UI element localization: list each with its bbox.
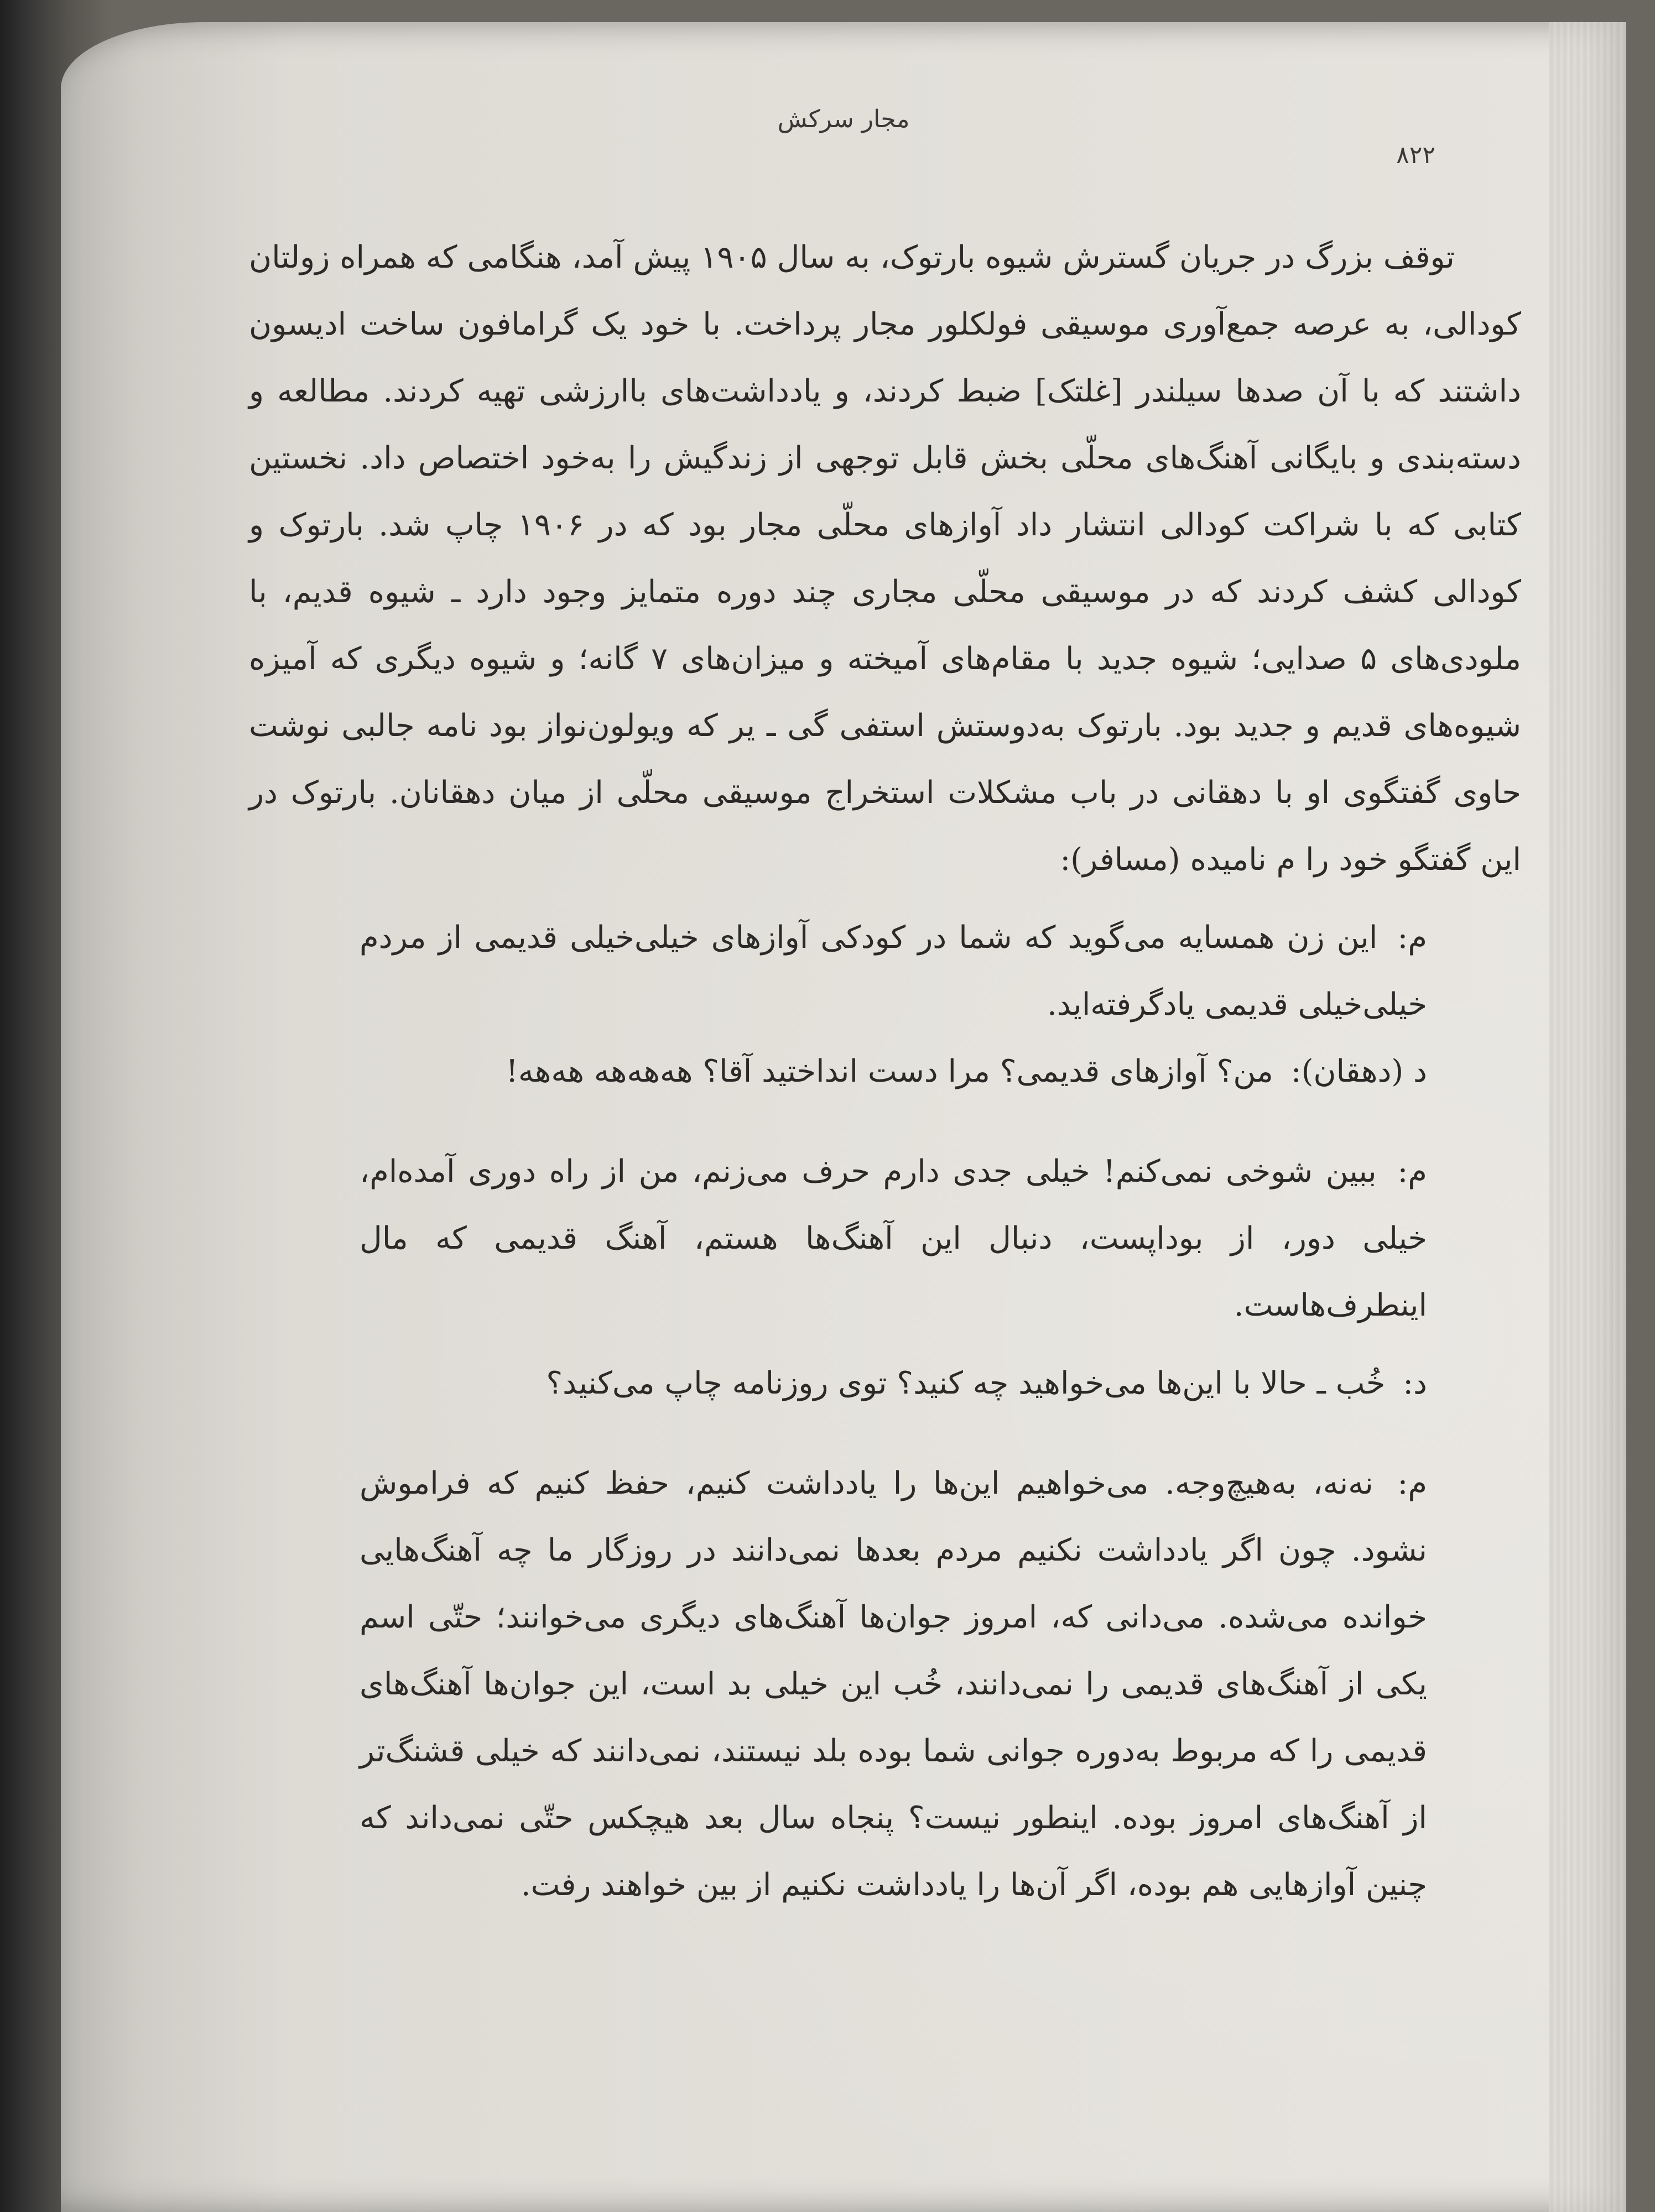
dialogue-text: من؟ آوازهای قدیمی؟ مرا دست انداختید آقا؟ هه‌هه‌هه هه‌هه!: [506, 1053, 1273, 1089]
page-number: ۸۲۲: [1396, 141, 1435, 169]
dialogue-line: [360, 1350, 1427, 1417]
dialogue-text: نه‌نه، به‌هیچ‌وجه. می‌خواهیم این‌ها را یادداشت کنیم، حفظ کنیم که فراموش نشود. چون اگر یادداشت نکنیم مردم بعدها نمی‌دانند در روزگار ما چه آهنگ‌هایی خوانده می‌شده. می‌دانی که، امروز جوان‌ها آهنگ‌های دیگری می‌خوانند؛ حتّی اسم یکی از آهنگ‌های قدیمی را نمی‌دانند، خُب این خیلی بد است، این جوان‌ها آهنگ‌های قدیمی را که مربوط به‌دوره جوانی شما بوده بلد نیستند، نمی‌دانند که خیلی قشنگ‌تر از آهنگ‌های امروز بوده. اینطور نیست؟ پنجاه سال بعد هیچکس حتّی نمی‌داند که چنین آوازهایی هم بوده، اگر آن‌ها را یادداشت نکنیم از بین خواهند رفت.: [360, 1465, 1427, 1903]
dialogue-speaker: د (دهقان):: [1290, 1053, 1427, 1089]
dialogue-speaker: د:: [1403, 1365, 1427, 1401]
page-body: [249, 224, 1521, 1918]
page-stack-edge: [1549, 22, 1626, 2212]
dialogue-text: خُب ـ حالا با این‌ها می‌خواهید چه کنید؟ توی روزنامه چاپ می‌کنید؟: [546, 1365, 1386, 1401]
running-title: مجار سرکش: [777, 105, 910, 133]
dialogue-speaker: م:: [1397, 1465, 1427, 1501]
dialogue-line: [360, 1138, 1427, 1339]
dialogue-text: ببین شوخی نمی‌کنم! خیلی جدی دارم حرف می‌زنم، من از راه دوری آمده‌ام، خیلی دور، از بوداپست، دنبال این آهنگ‌ها هستم، آهنگ قدیمی که مال اینطرف‌هاست.: [360, 1154, 1427, 1323]
intro-paragraph: توقف بزرگ در جریان گسترش شیوه بارتوک، به سال ۱۹۰۵ پیش آمد، هنگامی که همراه زولتان کودالی، به عرصه جمع‌آوری موسیقی فولکلور مجار پرداخت. با خود یک گرامافون ساخت ادیسون داشتند که با آن صدها سیلندر [غلتک] ضبط کردند، و یادداشت‌های باارزشی تهیه کردند. مطالعه و دسته‌بندی و بایگانی آهنگ‌های محلّی بخش قابل توجهی از زندگیش را به‌خود اختصاص داد. نخستین کتابی که با شراکت کودالی انتشار داد آوازهای محلّی مجار بود که در ۱۹۰۶ چاپ شد. بارتوک و کودالی کشف کردند که در موسیقی محلّی مجاری چند دوره متمایز وجود دارد ـ شیوه قدیم، با ملودی‌های ۵ صدایی؛ شیوه جدید با مقام‌های آمیخته و میزان‌های ۷ گانه؛ و شیوه دیگری که آمیزه شیوه‌های قدیم و جدید بود. بارتوک به‌دوستش استفی گی ـ یر که ویولون‌نواز بود نامه جالبی نوشت حاوی گفتگوی او با دهقانی در باب مشکلات استخراج موسیقی محلّی از میان دهقانان. بارتوک در این گفتگو خود را م نامیده (مسافر):: [249, 239, 1521, 878]
dialogue-line: [360, 1038, 1427, 1105]
book-page: [61, 22, 1626, 2212]
dialogue-speaker: م:: [1397, 920, 1427, 956]
dialogue-text: این زن همسایه می‌گوید که شما در کودکی آوازهای خیلی‌خیلی قدیمی از مردم خیلی‌خیلی قدیمی یادگرفته‌اید.: [360, 920, 1427, 1022]
dialogue-line: [360, 1450, 1427, 1918]
dialogue-speaker: م:: [1397, 1154, 1427, 1190]
dialogue-line: [360, 904, 1427, 1038]
